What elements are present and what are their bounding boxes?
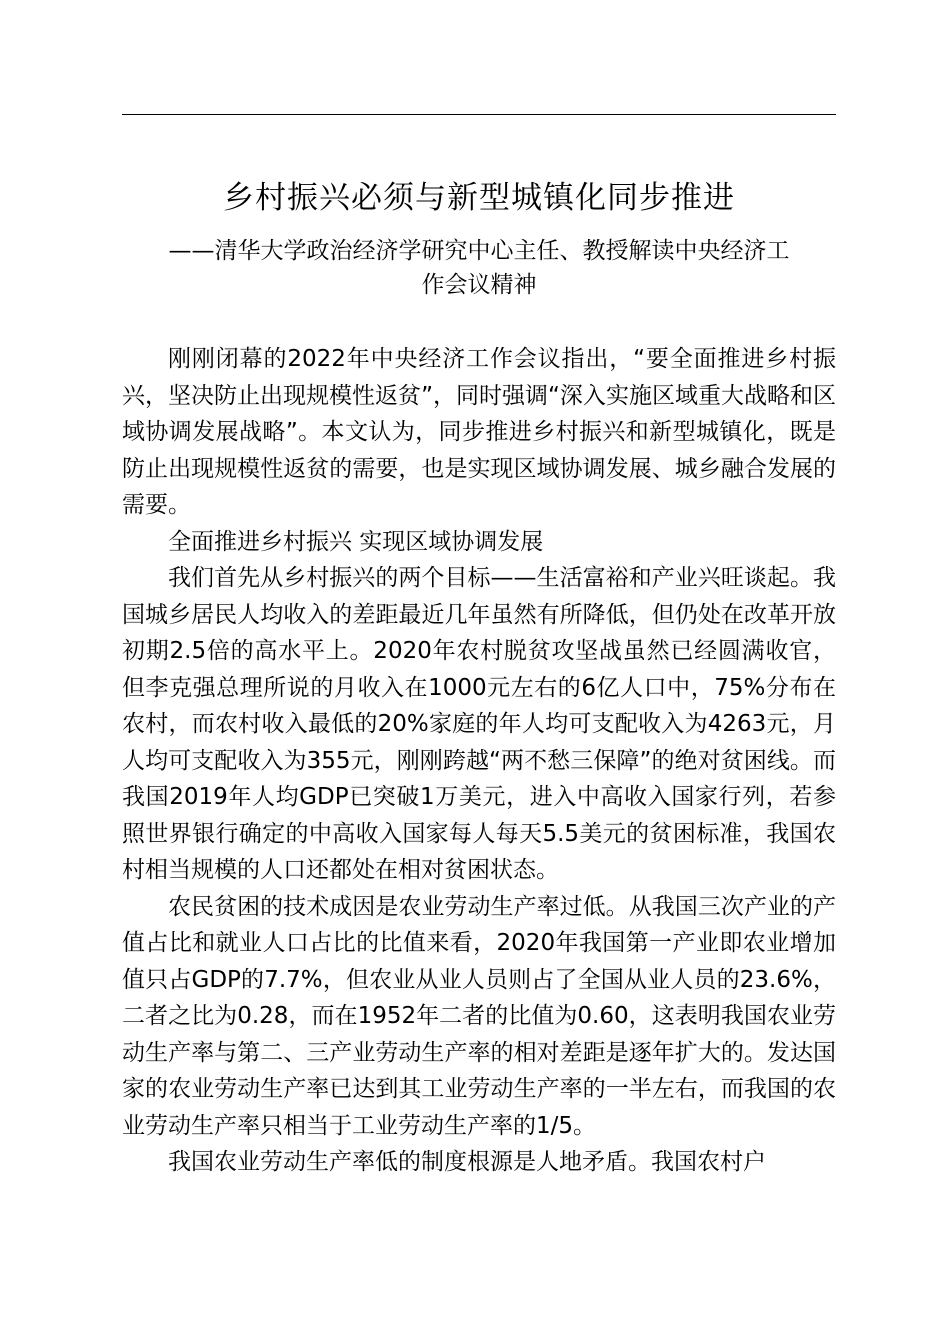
subtitle-line-2: 作会议精神 bbox=[421, 272, 537, 298]
paragraph-land-conflict: 我国农业劳动生产率低的制度根源是人地矛盾。我国农村户 bbox=[168, 1149, 766, 1175]
header-rule bbox=[122, 114, 836, 115]
document-subtitle bbox=[122, 234, 836, 302]
document-title: 乡村振兴必须与新型城镇化同步推进 bbox=[223, 180, 735, 216]
section-heading: 全面推进乡村振兴 实现区域协调发展 bbox=[168, 528, 544, 555]
document-body bbox=[122, 341, 836, 1181]
subtitle-line-1: ——清华大学政治经济学研究中心主任、教授解读中央经济工 bbox=[168, 238, 790, 264]
paragraph-productivity: 农民贫困的技术成因是农业劳动生产率过低。从我国三次产业的产值占比和就业人口占比的比值来看，2020年我国第一产业即农业增加值只占GDP的7.7%，但农业从业人员则占了全国从业人员的23.6%，二者之比为0.28，而在1952年二者的比值为0.60，这表明我国农业劳动生产率与第二、三产业劳动生产率的相对差距是逐年扩大的。发达国家的农业劳动生产率已达到其工业劳动生产率的一半左右，而我国的农业劳动生产率只相当于工业劳动生产率的1/5。 bbox=[122, 893, 836, 1139]
paragraph-rural-income: 我们首先从乡村振兴的两个目标——生活富裕和产业兴旺谈起。我国城乡居民人均收入的差距最近几年虽然有所降低，但仍处在改革开放初期2.5倍的高水平上。2020年农村脱贫攻坚战虽然已经圆满收官，但李克强总理所说的月收入在1000元左右的6亿人口中，75%分布在农村，而农村收入最低的20%家庭的年人均可支配收入为4263元，月人均可支配收入为355元，刚刚跨越“两不愁三保障”的绝对贫困线。而我国2019年人均GDP已突破1万美元，进入中高收入国家行列，若参照世界银行确定的中高收入国家每人每天5.5美元的贫困标准，我国农村相当规模的人口还都处在相对贫困状态。 bbox=[122, 565, 836, 883]
paragraph-intro: 刚刚闭幕的2022年中央经济工作会议指出，“要全面推进乡村振兴，坚决防止出现规模性返贫”，同时强调“深入实施区域重大战略和区域协调发展战略”。本文认为，同步推进乡村振兴和新型城镇化，既是防止出现规模性返贫的需要，也是实现区域协调发展、城乡融合发展的需要。 bbox=[122, 346, 836, 518]
